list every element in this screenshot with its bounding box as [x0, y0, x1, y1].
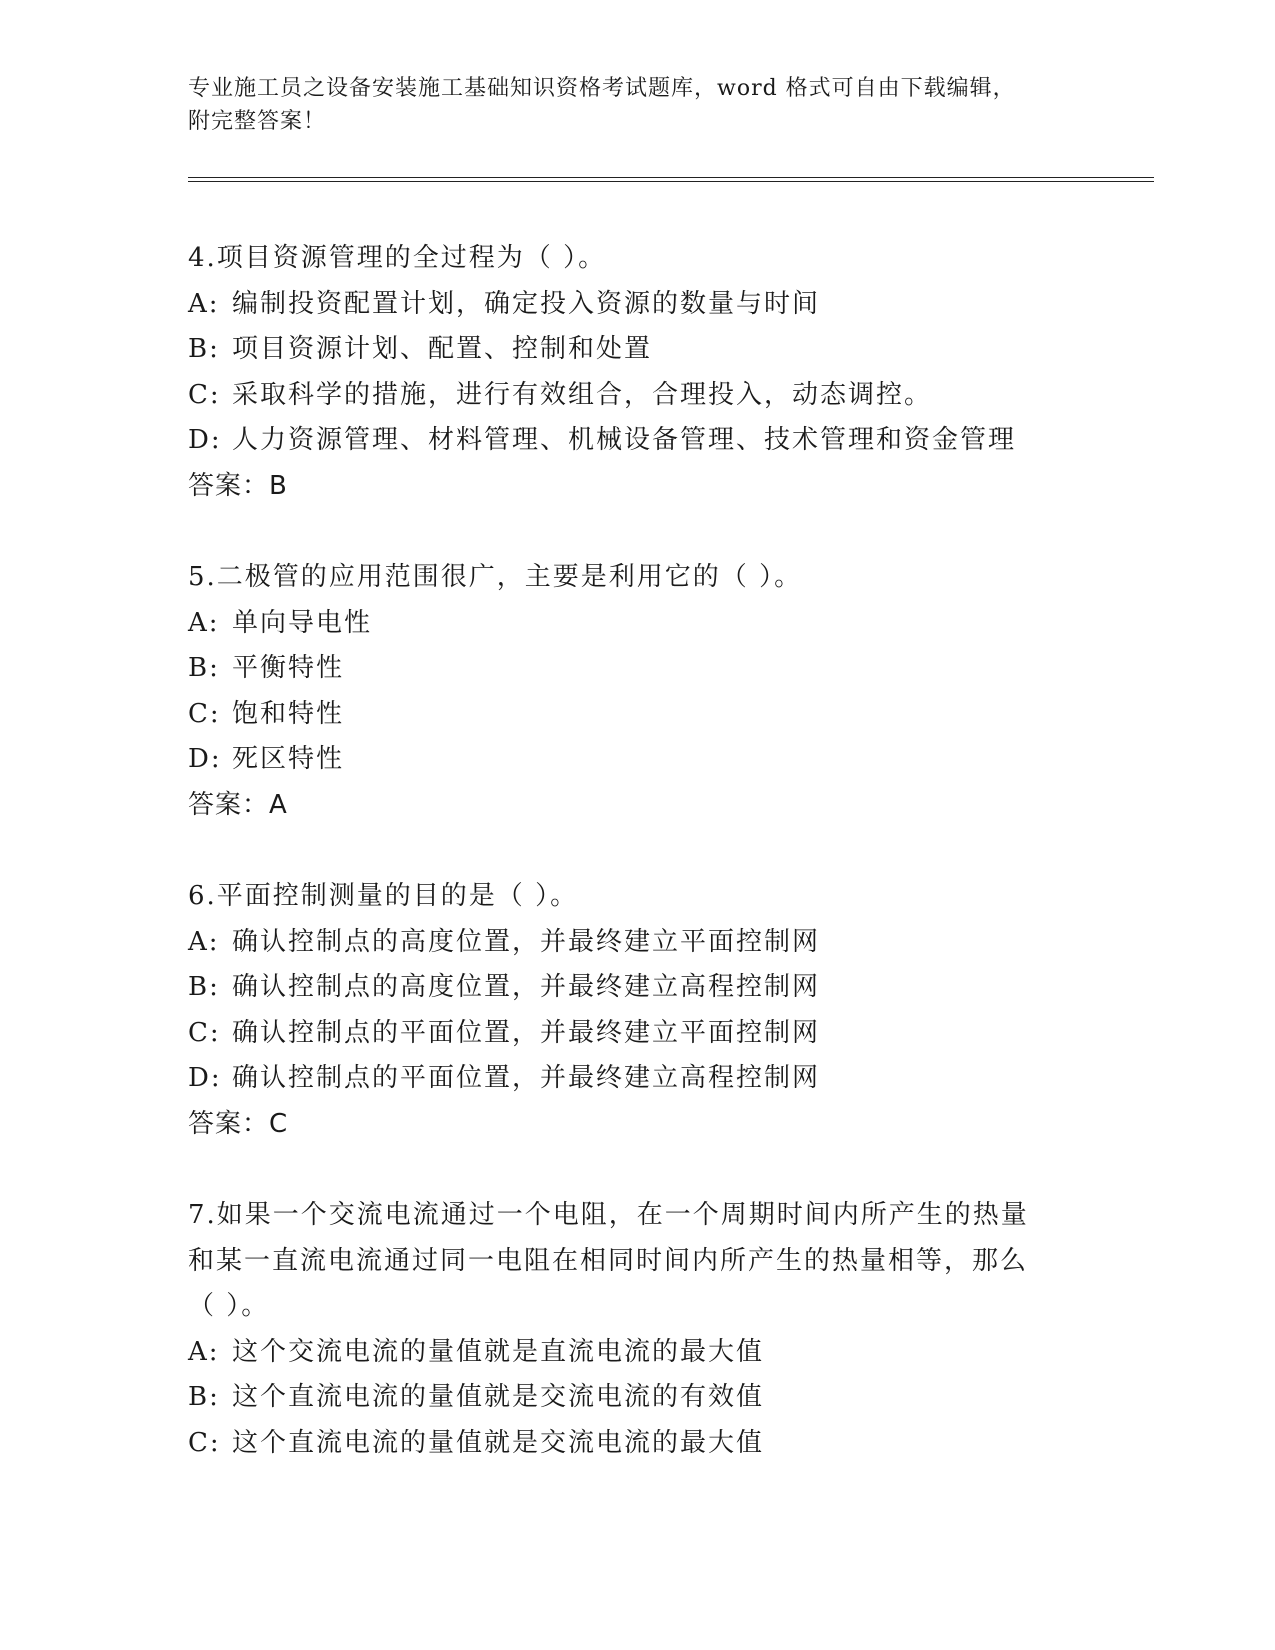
option-letter: B:: [188, 1382, 220, 1412]
option-c: [188, 692, 1068, 738]
question-stem-line-2: 和某一直流电流通过同一电阻在相同时间内所产生的热量相等，那么: [188, 1245, 1029, 1276]
option-letter: B:: [188, 653, 220, 683]
option-text: 饱和特性: [232, 698, 345, 729]
question-list: [188, 236, 1068, 1512]
option-text: 确认控制点的高度位置，并最终建立平面控制网: [232, 926, 821, 957]
option-letter: C:: [188, 1427, 221, 1458]
option-c: [188, 1421, 1068, 1467]
option-letter: D:: [188, 1063, 222, 1093]
question-6: [188, 874, 1068, 1147]
option-text: 采取科学的措施，进行有效组合，合理投入，动态调控。: [232, 379, 933, 410]
option-letter: C:: [188, 379, 221, 410]
question-stem-line-3: （ ）。: [188, 1291, 270, 1321]
header-line-1: 专业施工员之设备安装施工基础知识资格考试题库，word 格式可自由下载编辑，: [188, 76, 1016, 101]
option-text: 死区特性: [232, 744, 345, 774]
option-b: [188, 965, 1068, 1011]
option-letter: A:: [188, 926, 220, 957]
option-text: 单向导电性: [232, 607, 373, 638]
document-header: [188, 72, 1088, 138]
option-b: [188, 646, 1068, 692]
question-stem: 6.平面控制测量的目的是（ ）。: [188, 881, 579, 911]
question-4: [188, 236, 1068, 509]
question-7: [188, 1193, 1068, 1466]
option-text: 这个直流电流的量值就是交流电流的有效值: [232, 1382, 765, 1412]
option-d: [188, 737, 1068, 783]
option-letter: A:: [188, 288, 220, 319]
option-d: [188, 1056, 1068, 1102]
option-c: [188, 1011, 1068, 1057]
rule-line-top: [188, 177, 1154, 178]
header-double-rule: [188, 177, 1154, 183]
option-letter: B:: [188, 334, 220, 364]
question-stem-line-1: 7.如果一个交流电流通过一个电阻，在一个周期时间内所产生的热量: [188, 1200, 1029, 1230]
option-text: 编制投资配置计划，确定投入资源的数量与时间: [232, 288, 821, 319]
option-text: 这个直流电流的量值就是交流电流的最大值: [232, 1427, 765, 1458]
option-c: [188, 373, 1068, 419]
option-text: 确认控制点的平面位置，并最终建立平面控制网: [232, 1017, 821, 1048]
answer-line: 答案：A: [188, 789, 288, 820]
option-text: 人力资源管理、材料管理、机械设备管理、技术管理和资金管理: [232, 425, 1017, 455]
option-a: [188, 1330, 1068, 1376]
option-letter: D:: [188, 425, 222, 455]
option-letter: C:: [188, 1017, 221, 1048]
option-text: 确认控制点的高度位置，并最终建立高程控制网: [232, 972, 821, 1002]
answer-line: 答案：C: [188, 1108, 289, 1139]
option-a: [188, 282, 1068, 328]
answer-line: 答案：B: [188, 470, 288, 501]
option-letter: A:: [188, 607, 220, 638]
option-letter: B:: [188, 972, 220, 1002]
option-letter: D:: [188, 744, 222, 774]
option-text: 这个交流电流的量值就是直流电流的最大值: [232, 1336, 765, 1367]
rule-line-bottom: [188, 181, 1154, 182]
header-line-2: 附完整答案！: [188, 109, 327, 134]
option-b: [188, 327, 1068, 373]
option-text: 平衡特性: [232, 653, 345, 683]
option-d: [188, 418, 1068, 464]
option-text: 项目资源计划、配置、控制和处置: [232, 334, 653, 364]
option-letter: C:: [188, 698, 221, 729]
option-a: [188, 601, 1068, 647]
question-stem: 4.项目资源管理的全过程为（ ）。: [188, 243, 607, 273]
option-letter: A:: [188, 1336, 220, 1367]
option-text: 确认控制点的平面位置，并最终建立高程控制网: [232, 1063, 821, 1093]
question-stem: 5.二极管的应用范围很广，主要是利用它的（ ）。: [188, 562, 803, 592]
question-5: [188, 555, 1068, 828]
option-b: [188, 1375, 1068, 1421]
option-a: [188, 920, 1068, 966]
